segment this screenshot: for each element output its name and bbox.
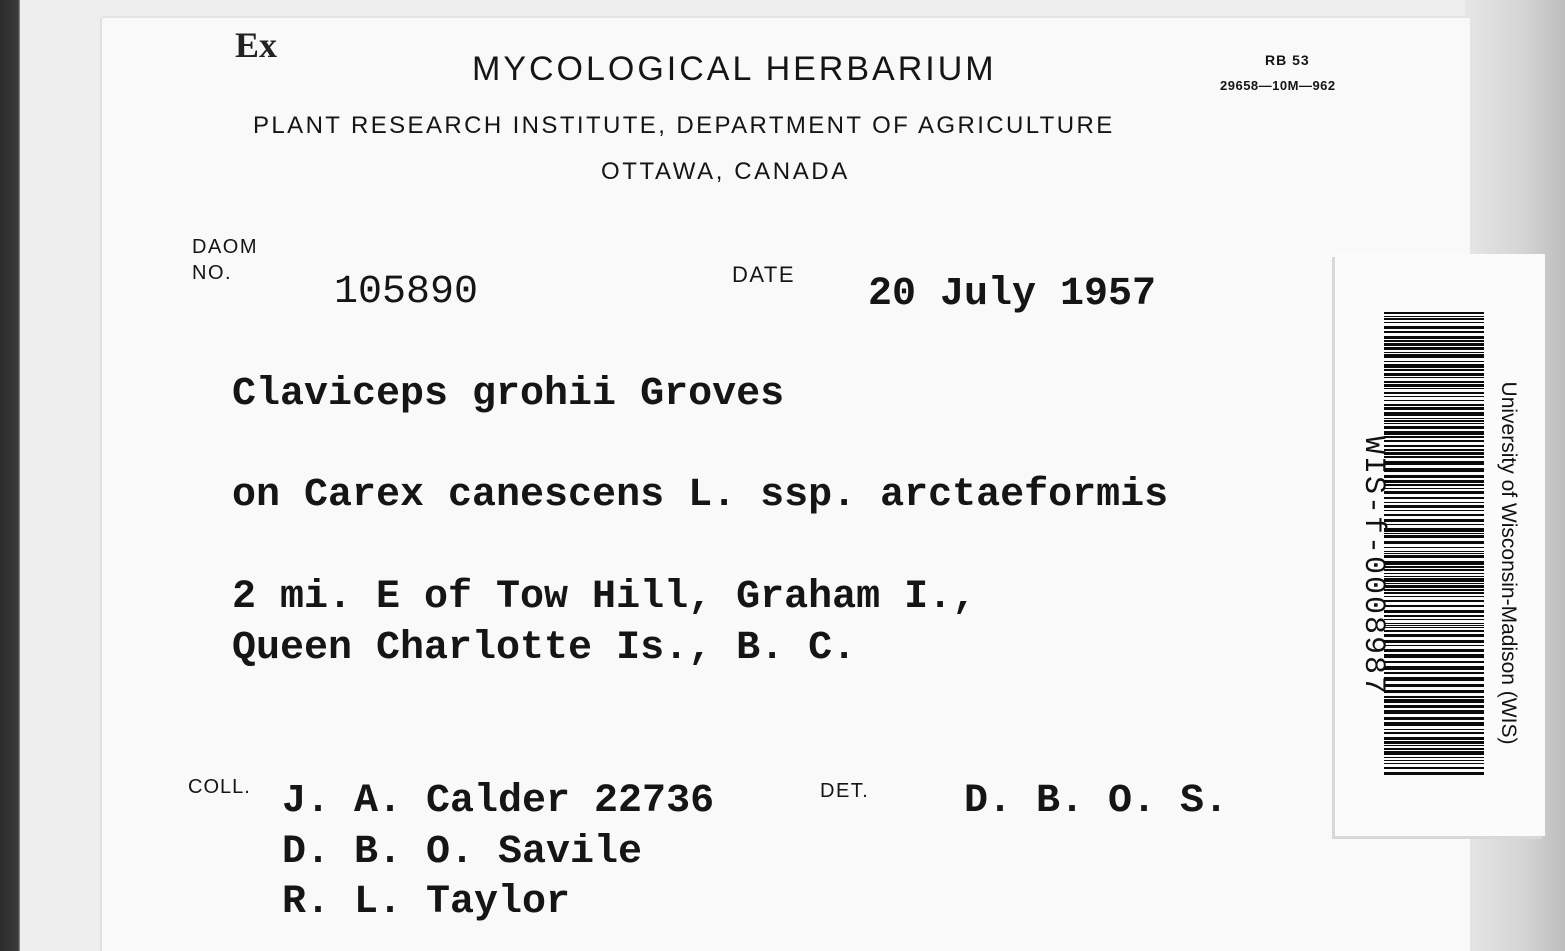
barcode-bar [1384,377,1484,378]
barcode-bar [1384,551,1484,552]
barcode-bar [1384,645,1484,646]
barcode-bar [1384,392,1484,394]
barcode-image [1384,312,1484,778]
barcode-bar [1384,381,1484,383]
collector-2: D. B. O. Savile [282,830,643,875]
barcode-bar [1384,547,1484,548]
barcode-bar [1384,684,1484,687]
barcode-bar [1384,418,1484,419]
barcode-bar [1384,760,1484,761]
barcode-bar [1384,502,1484,503]
barcode-bar [1384,340,1484,342]
barcode-bar [1384,491,1484,494]
det-label: DET. [820,780,870,802]
barcode-bar [1384,699,1484,703]
barcode-bar [1384,710,1484,714]
date-label: DATE [732,262,796,287]
host-plant: on Carex canescens L. ssp. arctaeformis [232,473,1169,518]
barcode-bar [1384,510,1484,511]
barcode-bar [1384,573,1484,574]
barcode-bar [1384,423,1484,424]
barcode-bar [1384,555,1484,558]
barcode-bar [1384,400,1484,401]
coll-label: COLL. [188,776,251,798]
barcode-bar [1384,672,1484,674]
barcode-bar [1384,541,1484,544]
barcode-bar [1384,373,1484,376]
barcode-bar [1384,524,1484,525]
barcode-bar [1384,619,1484,620]
barcode-bar [1384,610,1484,613]
barcode-bar [1384,596,1484,597]
barcode-bar [1384,326,1484,329]
barcode-bar [1384,748,1484,750]
daom-label: DAOM [192,236,258,258]
barcode-bar [1384,384,1484,387]
barcode-bar [1384,717,1484,720]
barcode-bar [1384,318,1484,320]
barcode-bar [1384,592,1484,594]
locality-line-1: 2 mi. E of Tow Hill, Graham I., [232,575,977,620]
barcode-bar [1384,757,1484,758]
determiner: D. B. O. S. [964,779,1229,824]
barcode-bar [1384,347,1484,350]
barcode-bar [1384,745,1484,746]
collector-1: J. A. Calder 22736 [282,779,715,824]
barcode-bar [1384,354,1484,358]
barcode-bar [1384,737,1484,740]
barcode-bar [1384,475,1484,478]
barcode-bar [1384,445,1484,447]
barcode-bar [1384,649,1484,652]
institution-name [1488,381,1528,745]
barcode-bar [1384,361,1484,362]
barcode-bar [1384,696,1484,698]
barcode-bar [1384,569,1484,571]
barcode-bar [1384,396,1484,397]
collector-3: R. L. Taylor [282,880,571,925]
institution-name-text: University of Wisconsin-Madison (WIS) [1497,381,1520,745]
location-line: OTTAWA, CANADA [601,158,850,185]
barcode-bar [1384,331,1484,333]
barcode-bar [1384,585,1484,588]
barcode-id-text: WIS-f-0008987 [1356,435,1390,697]
barcode-bar [1384,741,1484,744]
barcode-bar [1384,751,1484,755]
barcode-bar [1384,440,1484,442]
barcode-bar [1384,452,1484,455]
barcode-bar [1384,615,1484,617]
barcode-bar [1384,576,1484,577]
herbarium-title: MYCOLOGICAL HERBARIUM [472,50,997,88]
barcode-bar [1384,772,1484,775]
barcode-bar [1384,336,1484,339]
locality-line-2: Queen Charlotte Is., B. C. [232,626,857,671]
barcode-bar [1384,630,1484,632]
barcode-bar [1384,705,1484,708]
barcode-bar [1384,497,1484,499]
barcode-bar [1384,605,1484,607]
barcode-bar [1384,690,1484,693]
barcode-bar [1384,420,1484,422]
barcode-bar [1384,343,1484,346]
barcode-bar [1384,561,1484,565]
barcode-bar [1384,566,1484,568]
barcode-bar [1384,456,1484,458]
barcode-bar [1384,661,1484,663]
barcode-bar [1384,732,1484,734]
barcode-id [1353,435,1393,697]
print-code: 29658—10M—962 [1220,78,1336,93]
barcode-bar [1384,468,1484,472]
barcode-bar [1384,426,1484,429]
barcode-bar [1384,623,1484,624]
collection-date: 20 July 1957 [868,272,1157,317]
barcode-bar [1384,480,1484,483]
barcode-bar [1384,654,1484,658]
barcode-bar [1384,519,1484,522]
barcode-bar [1384,505,1484,508]
barcode-bar [1384,431,1484,435]
barcode-bar [1384,488,1484,489]
barcode-bar [1384,600,1484,602]
barcode-bar [1384,677,1484,681]
barcode-bar [1384,364,1484,368]
barcode-bar [1384,640,1484,643]
barcode-bar [1384,589,1484,591]
barcode-bar [1384,369,1484,371]
barcode-bar [1384,514,1484,516]
barcode-bar [1384,535,1484,538]
barcode-bar [1384,553,1484,554]
barcode-bar [1384,322,1484,323]
ex-stamp: Ex [235,25,278,65]
barcode-bar [1384,407,1484,410]
barcode-bar [1384,404,1484,406]
barcode-bar [1384,484,1484,486]
barcode-bar [1384,627,1484,628]
barcode-bar [1384,583,1484,584]
barcode-bar [1384,634,1484,637]
form-code: RB 53 [1265,52,1310,68]
barcode-bar [1384,729,1484,730]
institute-line: PLANT RESEARCH INSTITUTE, DEPARTMENT OF AGRICULTURE [253,112,1115,139]
barcode-bar [1384,388,1484,389]
barcode-bar [1384,528,1484,532]
barcode-bar [1384,625,1484,626]
accession-number: 105890 [334,270,479,315]
species-name: Claviceps grohii Groves [232,372,785,417]
no-label: NO. [192,262,233,284]
barcode-bar [1384,461,1484,465]
barcode-bar [1384,767,1484,769]
barcode-bar [1384,666,1484,670]
barcode-bar [1384,312,1484,314]
barcode-bar [1384,352,1484,353]
barcode-bar [1384,316,1484,317]
barcode-bar [1384,578,1484,582]
barcode-bar [1384,763,1484,764]
barcode-bar [1384,436,1484,438]
barcode-bar [1384,722,1484,726]
barcode-bar [1384,533,1484,534]
barcode-bar [1384,449,1484,451]
barcode-bar [1384,412,1484,416]
